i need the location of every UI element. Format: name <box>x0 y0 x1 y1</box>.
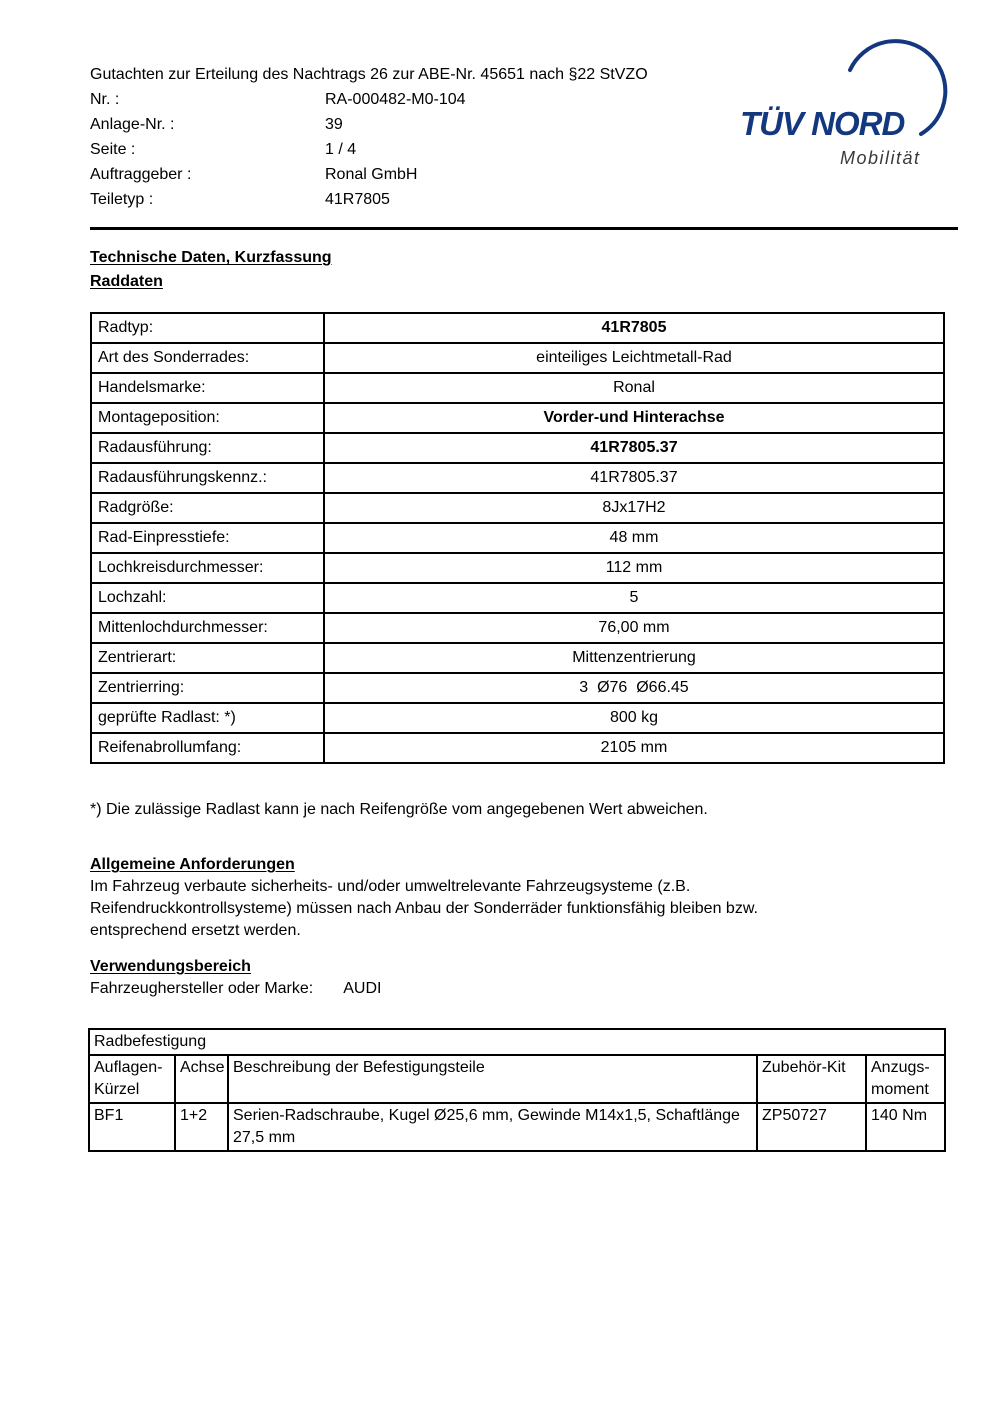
allgemeine-paragraph-line: Im Fahrzeug verbaute sicherheits- und/oder umweltrelevante Fahrzeugsysteme (z.B. <box>90 878 691 895</box>
wheel-spec-label: Zentrierring: <box>91 673 324 703</box>
wheel-spec-value: 41R7805.37 <box>324 463 944 493</box>
tuv-nord-logo <box>738 38 956 176</box>
field-label-nr: Nr. : <box>90 91 120 108</box>
header-field-row <box>90 112 770 137</box>
wheel-spec-label: Reifenabrollumfang: <box>91 733 324 763</box>
section-verwendungsbereich <box>90 956 381 1000</box>
wheel-spec-value: 76,00 mm <box>324 613 944 643</box>
table-row <box>91 463 944 493</box>
allgemeine-heading: Allgemeine Anforderungen <box>90 856 295 873</box>
document-title: Gutachten zur Erteilung des Nachtrags 26 zur ABE-Nr. 45651 nach §22 StVZO <box>90 66 648 83</box>
field-value-seite: 1 / 4 <box>325 141 357 158</box>
wheel-spec-label: Lochkreisdurchmesser: <box>91 553 324 583</box>
radlast-footnote: *) Die zulässige Radlast kann je nach Reifengröße vom angegebenen Wert abweichen. <box>90 801 708 818</box>
table-row <box>91 673 944 703</box>
column-header-zubehoer-kit: Zubehör-Kit <box>757 1055 866 1103</box>
wheel-spec-label: Radgröße: <box>91 493 324 523</box>
wheel-spec-value: Ronal <box>324 373 944 403</box>
wheel-spec-label: geprüfte Radlast: *) <box>91 703 324 733</box>
wheel-spec-label: Zentrierart: <box>91 643 324 673</box>
table-row <box>91 493 944 523</box>
wheel-spec-value: 2105 mm <box>324 733 944 763</box>
wheel-spec-label: Rad-Einpresstiefe: <box>91 523 324 553</box>
hersteller-label: Fahrzeughersteller oder Marke: <box>90 980 314 997</box>
field-label-anlage-nr: Anlage-Nr. : <box>90 116 175 133</box>
table-row <box>91 343 944 373</box>
fastening-table-title: Radbefestigung <box>89 1029 945 1055</box>
verwendung-row <box>90 978 381 1000</box>
wheel-spec-value: Vorder-und Hinterachse <box>324 403 944 433</box>
field-label-seite: Seite : <box>90 141 136 158</box>
section-headings <box>90 246 332 294</box>
table-row <box>91 613 944 643</box>
hersteller-value: AUDI <box>343 980 382 997</box>
wheel-spec-value: 112 mm <box>324 553 944 583</box>
section-heading-raddaten: Raddaten <box>90 273 163 290</box>
allgemeine-paragraph-line: entsprechend ersetzt werden. <box>90 922 301 939</box>
wheel-spec-label: Mittenlochdurchmesser: <box>91 613 324 643</box>
table-row <box>91 403 944 433</box>
column-header-beschreibung: Beschreibung der Befestigungsteile <box>228 1055 757 1103</box>
fastening-kit: ZP50727 <box>757 1103 866 1151</box>
radbefestigung-table <box>88 1028 946 1152</box>
fastening-code: BF1 <box>89 1103 175 1151</box>
header-field-row <box>90 87 770 112</box>
wheel-spec-label: Radausführung: <box>91 433 324 463</box>
logo-division-text: Mobilität <box>840 148 921 168</box>
wheel-spec-value: 800 kg <box>324 703 944 733</box>
table-row <box>91 433 944 463</box>
wheel-spec-label: Art des Sonderrades: <box>91 343 324 373</box>
header-field-row <box>90 137 770 162</box>
fastening-axle: 1+2 <box>175 1103 228 1151</box>
table-row <box>91 373 944 403</box>
wheel-spec-value: 41R7805 <box>324 313 944 343</box>
column-header-achse: Achse <box>175 1055 228 1103</box>
fastening-description: Serien-Radschraube, Kugel Ø25,6 mm, Gewinde M14x1,5, Schaftlänge 27,5 mm <box>228 1103 757 1151</box>
wheel-spec-value: 3 Ø76 Ø66.45 <box>324 673 944 703</box>
table-row <box>89 1029 945 1055</box>
wheel-spec-value: 8Jx17H2 <box>324 493 944 523</box>
field-label-auftraggeber: Auftraggeber : <box>90 166 192 183</box>
table-row <box>91 553 944 583</box>
wheel-spec-label: Radausführungskennz.: <box>91 463 324 493</box>
allgemeine-paragraph-line: Reifendruckkontrollsysteme) müssen nach Anbau der Sonderräder funktionsfähig bleiben bzw. <box>90 900 758 917</box>
wheel-spec-label: Lochzahl: <box>91 583 324 613</box>
document-header <box>90 62 770 212</box>
column-header-anzugsmoment: Anzugs-moment <box>866 1055 945 1103</box>
fastening-torque: 140 Nm <box>866 1103 945 1151</box>
column-header-auflagen-kuerzel: Auflagen-Kürzel <box>89 1055 175 1103</box>
field-value-nr: RA-000482-M0-104 <box>325 91 466 108</box>
table-row <box>91 703 944 733</box>
wheel-spec-label: Montageposition: <box>91 403 324 433</box>
section-heading-technische-daten: Technische Daten, Kurzfassung <box>90 249 332 266</box>
header-divider <box>90 227 958 230</box>
field-value-teiletyp: 41R7805 <box>325 191 390 208</box>
table-header-row <box>89 1055 945 1103</box>
logo-brand-text: TÜV NORD <box>740 105 905 142</box>
table-row <box>91 583 944 613</box>
table-row <box>91 313 944 343</box>
table-row <box>89 1103 945 1151</box>
section-allgemeine-anforderungen <box>90 854 960 942</box>
field-value-auftraggeber: Ronal GmbH <box>325 166 418 183</box>
header-field-row <box>90 187 770 212</box>
tuv-nord-logo-graphic <box>738 38 956 176</box>
wheel-spec-value: 48 mm <box>324 523 944 553</box>
verwendung-heading: Verwendungsbereich <box>90 958 251 975</box>
wheel-spec-value: Mittenzentrierung <box>324 643 944 673</box>
wheel-spec-value: 5 <box>324 583 944 613</box>
wheel-spec-label: Radtyp: <box>91 313 324 343</box>
wheel-spec-value: 41R7805.37 <box>324 433 944 463</box>
wheel-spec-value: einteiliges Leichtmetall-Rad <box>324 343 944 373</box>
field-value-anlage-nr: 39 <box>325 116 343 133</box>
table-row <box>91 643 944 673</box>
wheel-spec-label: Handelsmarke: <box>91 373 324 403</box>
field-label-teiletyp: Teiletyp : <box>90 191 154 208</box>
wheel-data-table <box>90 312 945 764</box>
header-field-row <box>90 162 770 187</box>
table-row <box>91 523 944 553</box>
table-row <box>91 733 944 763</box>
